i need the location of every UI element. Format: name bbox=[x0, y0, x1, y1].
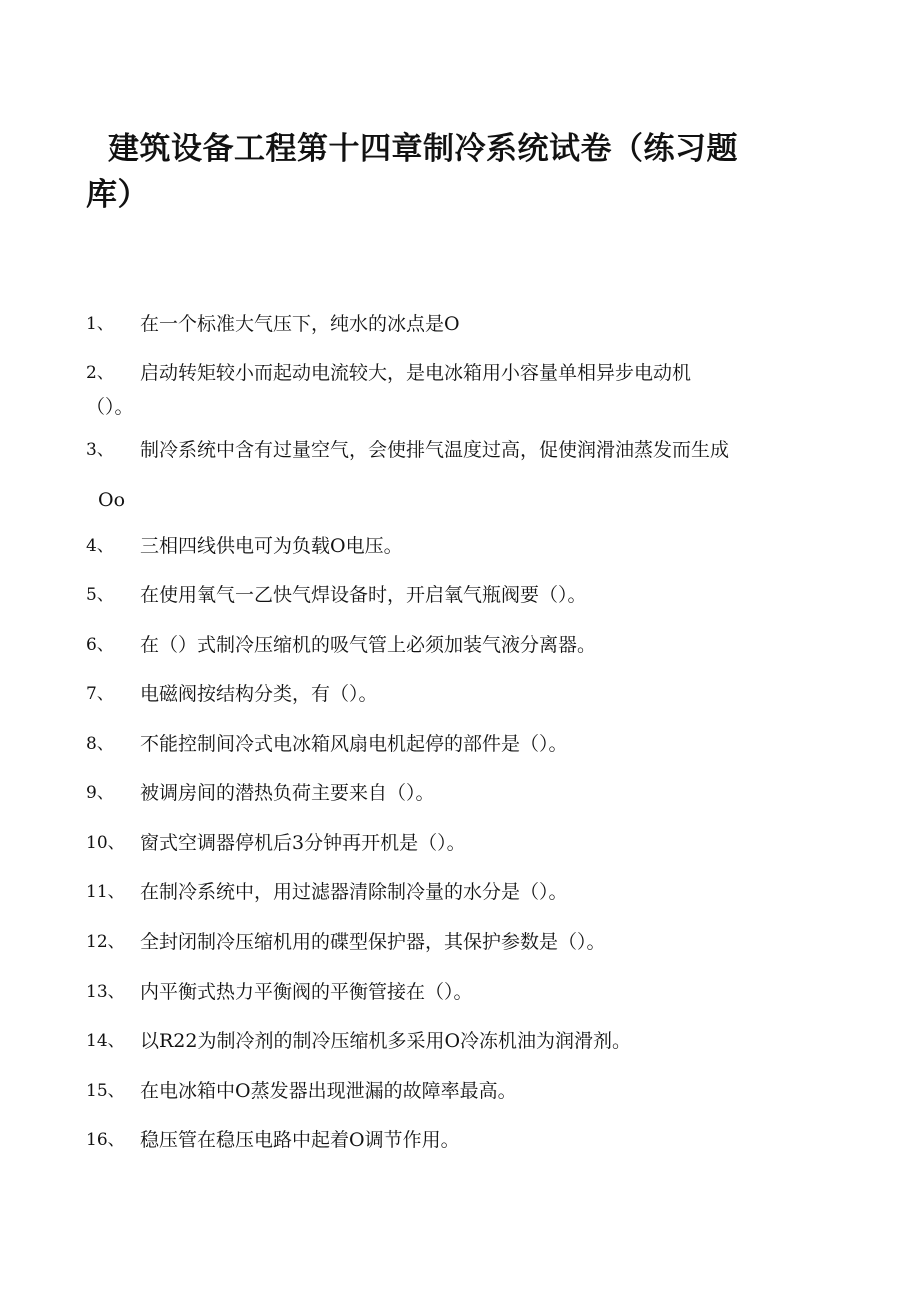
question-number: 2、 bbox=[86, 363, 114, 383]
question-text: 窗式空调器停机后3分钟再开机是（）。 bbox=[140, 832, 466, 854]
question-number: 7、 bbox=[86, 684, 114, 704]
question-number: 11、 bbox=[86, 882, 125, 902]
document-title-line1: 建筑设备工程第十四章制冷系统试卷（练习题 bbox=[108, 131, 738, 167]
question-4 bbox=[86, 533, 826, 559]
question-9 bbox=[86, 780, 826, 806]
question-1 bbox=[86, 311, 826, 337]
question-number: 9、 bbox=[86, 783, 114, 803]
question-text: 三相四线供电可为负载O电压。 bbox=[140, 535, 403, 557]
question-7 bbox=[86, 681, 826, 707]
question-text: 在使用氧气一乙快气焊设备时，开启氧气瓶阀要（）。 bbox=[140, 584, 587, 606]
question-8 bbox=[86, 731, 826, 757]
question-text: 稳压管在稳压电路中起着O调节作用。 bbox=[140, 1129, 460, 1151]
document-title-line2: 库） bbox=[86, 177, 149, 213]
question-text: 不能控制间冷式电冰箱风扇电机起停的部件是（）。 bbox=[140, 733, 568, 755]
question-6 bbox=[86, 632, 826, 658]
question-number: 4、 bbox=[86, 536, 114, 556]
question-text: 在一个标准大气压下，纯水的冰点是O bbox=[140, 313, 460, 335]
document-title bbox=[86, 126, 786, 218]
question-number: 12、 bbox=[86, 932, 125, 952]
question-text: 启动转矩较小而起动电流较大，是电冰箱用小容量单相异步电动机 bbox=[140, 362, 692, 384]
question-number: 8、 bbox=[86, 734, 114, 754]
question-number: 14、 bbox=[86, 1031, 125, 1051]
question-15 bbox=[86, 1078, 826, 1104]
question-text: 电磁阀按结构分类，有（）。 bbox=[140, 683, 378, 705]
question-14 bbox=[86, 1028, 826, 1054]
question-number: 3、 bbox=[86, 440, 114, 460]
question-12 bbox=[86, 929, 826, 955]
question-text-continued: （）。 bbox=[86, 396, 134, 418]
question-3 bbox=[86, 437, 826, 513]
question-text: 制冷系统中含有过量空气，会使排气温度过高，促使润滑油蒸发而生成 bbox=[140, 439, 730, 461]
question-text: 被调房间的潜热负荷主要来自（）。 bbox=[140, 782, 435, 804]
question-number: 6、 bbox=[86, 635, 114, 655]
question-10 bbox=[86, 830, 826, 856]
question-number: 13、 bbox=[86, 982, 125, 1002]
question-number: 16、 bbox=[86, 1130, 125, 1150]
question-text: 内平衡式热力平衡阀的平衡管接在（）。 bbox=[140, 981, 473, 1003]
question-text: 在电冰箱中O蒸发器出现泄漏的故障率最高。 bbox=[140, 1080, 517, 1102]
question-13 bbox=[86, 979, 826, 1005]
question-2 bbox=[86, 360, 826, 420]
question-number: 10、 bbox=[86, 833, 125, 853]
question-16 bbox=[86, 1127, 826, 1153]
question-number: 15、 bbox=[86, 1081, 125, 1101]
question-11 bbox=[86, 879, 826, 905]
question-text: 全封闭制冷压缩机用的碟型保护器，其保护参数是（）。 bbox=[140, 931, 606, 953]
question-text: 以R22为制冷剂的制冷压缩机多采用O冷冻机油为润滑剂。 bbox=[140, 1030, 632, 1052]
question-text: 在（）式制冷压缩机的吸气管上必须加装气液分离器。 bbox=[140, 634, 597, 656]
question-number: 1、 bbox=[86, 314, 114, 334]
question-text-continued: Oo bbox=[98, 489, 126, 511]
question-text: 在制冷系统中，用过滤器清除制冷量的水分是（）。 bbox=[140, 881, 568, 903]
question-5 bbox=[86, 582, 826, 608]
question-number: 5、 bbox=[86, 585, 114, 605]
